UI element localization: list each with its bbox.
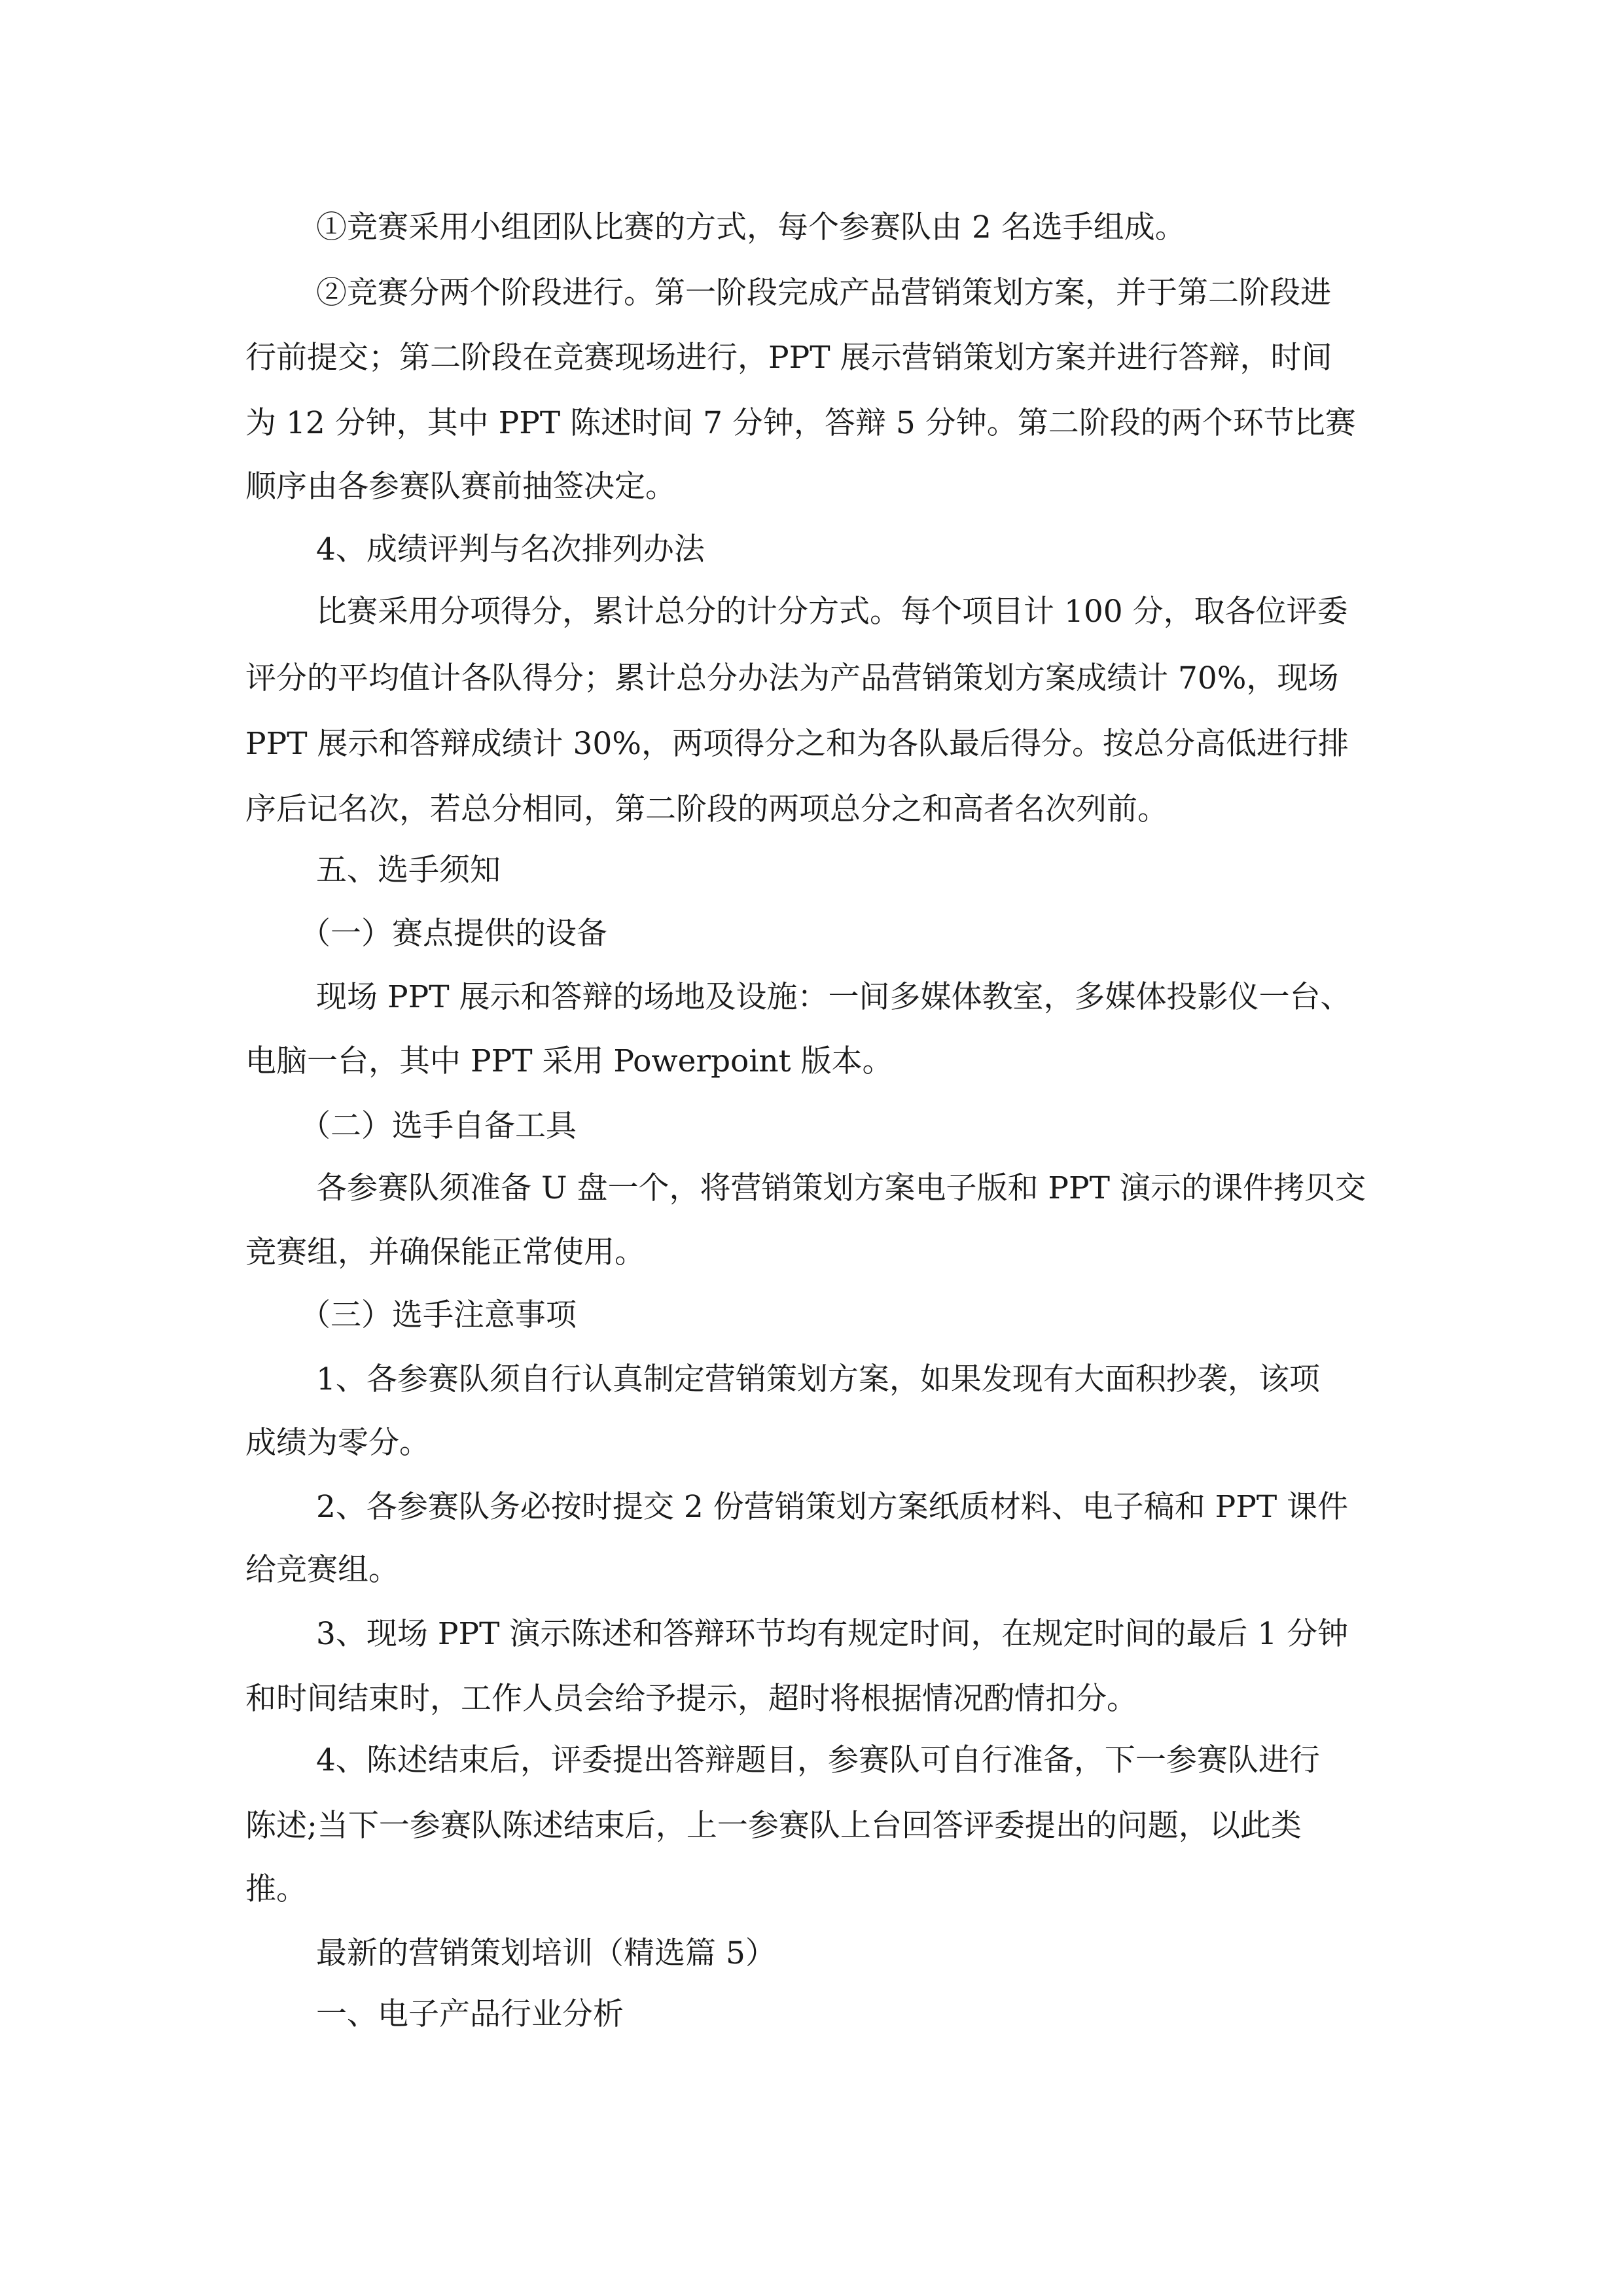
paragraph-line: 各参赛队须准备 U 盘一个，将营销策划方案电子版和 PPT 演示的课件拷贝交 <box>316 1170 1366 1206</box>
section-heading: 4、成绩评判与名次排列办法 <box>316 531 705 567</box>
paragraph-line: 成绩为零分。 <box>245 1425 430 1461</box>
paragraph-line: 为 12 分钟，其中 PPT 陈述时间 7 分钟，答辩 5 分钟。第二阶段的两个环节比赛 <box>245 405 1356 441</box>
paragraph-line: 陈述;当下一参赛队陈述结束后，上一参赛队上台回答评委提出的问题，以此类 <box>245 1808 1302 1844</box>
paragraph-line: 比赛采用分项得分，累计总分的计分方式。每个项目计 100 分，取各位评委 <box>316 594 1348 630</box>
paragraph-line: 序后记名次，若总分相同，第二阶段的两项总分之和高者名次列前。 <box>245 791 1168 827</box>
paragraph-line: PPT 展示和答辩成绩计 30%，两项得分之和为各队最后得分。按总分高低进行排 <box>245 726 1349 762</box>
paragraph-line: 竞赛组，并确保能正常使用。 <box>245 1234 645 1270</box>
paragraph-line: 评分的平均值计各队得分；累计总分办法为产品营销策划方案成绩计 70%，现场 <box>245 660 1339 696</box>
paragraph-line: 4、陈述结束后，评委提出答辩题目，参赛队可自行准备，下一参赛队进行 <box>316 1742 1320 1778</box>
subsection-heading: （二）选手自备工具 <box>300 1108 577 1144</box>
paragraph-line: 推。 <box>245 1871 307 1907</box>
paragraph-line: ①竞赛采用小组团队比赛的方式，每个参赛队由 2 名选手组成。 <box>316 209 1186 245</box>
paragraph-line: 2、各参赛队务必按时提交 2 份营销策划方案纸质材料、电子稿和 PPT 课件 <box>316 1489 1349 1525</box>
article-title: 最新的营销策划培训（精选篇 5） <box>316 1935 776 1971</box>
subsection-heading: （三）选手注意事项 <box>300 1297 577 1333</box>
paragraph-line: 和时间结束时，工作人员会给予提示，超时将根据情况酌情扣分。 <box>245 1681 1137 1717</box>
paragraph-line: 顺序由各参赛队赛前抽签决定。 <box>245 469 676 505</box>
paragraph-line: 行前提交；第二阶段在竞赛现场进行，PPT 展示营销策划方案并进行答辩，时间 <box>245 340 1332 376</box>
paragraph-line: 3、现场 PPT 演示陈述和答辩环节均有规定时间，在规定时间的最后 1 分钟 <box>316 1616 1349 1652</box>
paragraph-line: 1、各参赛队须自行认真制定营销策划方案，如果发现有大面积抄袭，该项 <box>316 1361 1320 1397</box>
paragraph-line: 电脑一台，其中 PPT 采用 Powerpoint 版本。 <box>245 1043 893 1079</box>
paragraph-line: 给竞赛组。 <box>245 1552 399 1588</box>
section-heading: 一、电子产品行业分析 <box>316 1996 624 2032</box>
subsection-heading: （一）赛点提供的设备 <box>300 916 607 952</box>
paragraph-line: 现场 PPT 展示和答辩的场地及设施：一间多媒体教室，多媒体投影仪一台、 <box>316 979 1351 1015</box>
section-heading: 五、选手须知 <box>316 852 501 888</box>
paragraph-line: ②竞赛分两个阶段进行。第一阶段完成产品营销策划方案，并于第二阶段进 <box>316 275 1331 311</box>
